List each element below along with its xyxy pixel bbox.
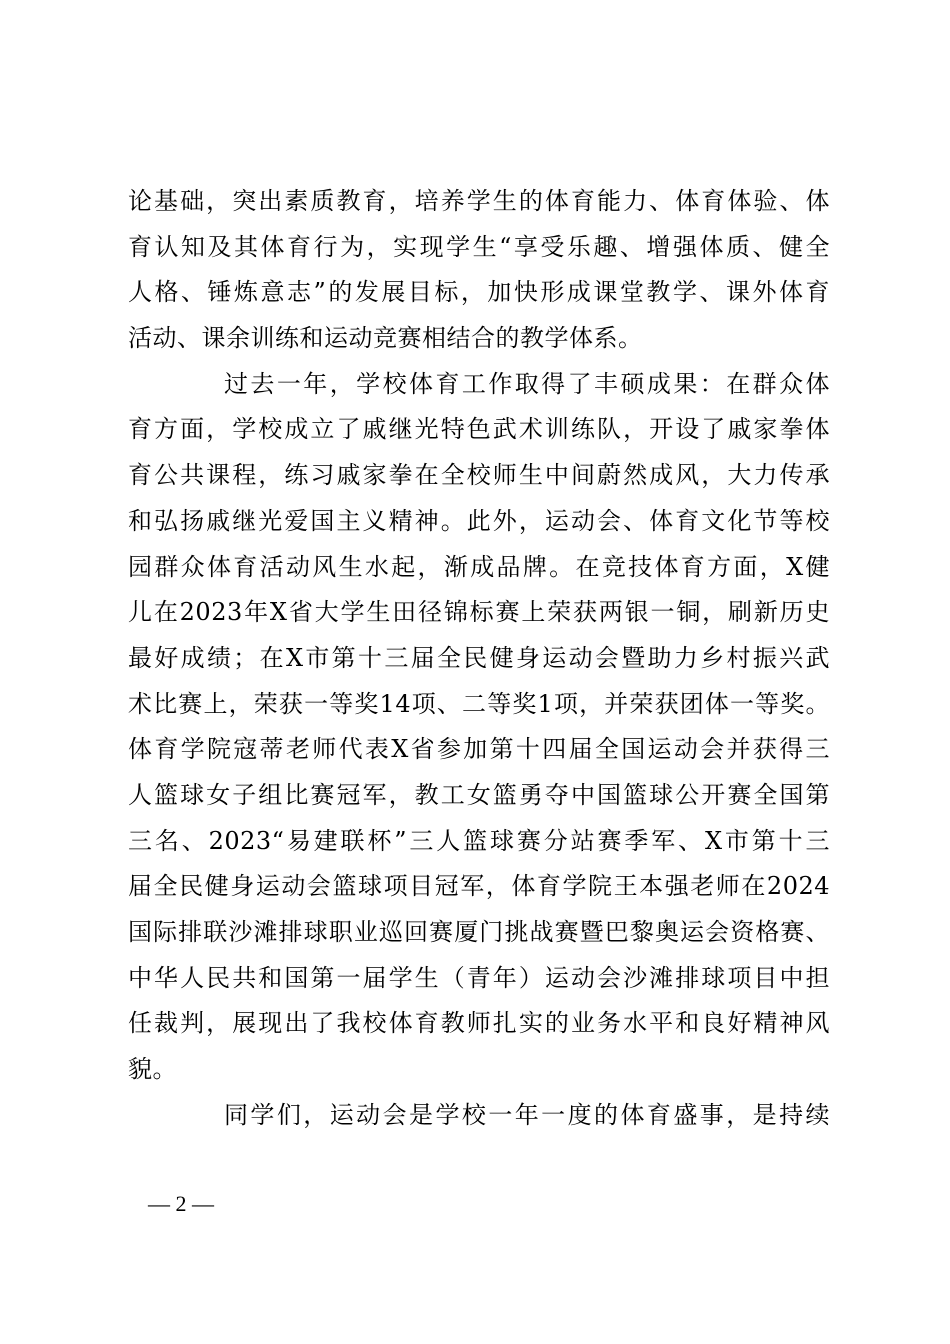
text-line: 育认知及其体育行为，实现学生“享受乐趣、增强体质、健全 [128,232,830,261]
text-line: 术比赛上，荣获一等奖14项、二等奖1项，并荣获团体一等奖。 [128,689,830,718]
text-line: 貌。 [128,1055,177,1084]
text-line: 人格、锤炼意志”的发展目标，加快形成课堂教学、课外体育 [128,278,830,307]
text-line: 人篮球女子组比赛冠军，教工女篮勇夺中国篮球公开赛全国第 [128,780,830,809]
paragraph-start-line: 同学们，运动会是学校一年一度的体育盛事，是持续 [224,1100,830,1129]
text-line: 育方面，学校成立了戚继光特色武术训练队，开设了戚家拳体 [128,415,830,444]
text-line: 体育学院寇蒂老师代表X省参加第十四届全国运动会并获得三 [128,735,830,764]
text-line: 三名、2023“易建联杯”三人篮球赛分站赛季军、X市第十三 [128,826,830,855]
text-line: 和弘扬戚继光爱国主义精神。此外，运动会、体育文化节等校 [128,506,830,535]
text-line: 中华人民共和国第一届学生（青年）运动会沙滩排球项目中担 [128,963,830,992]
paragraph-start-line: 过去一年，学校体育工作取得了丰硕成果：在群众体 [224,369,830,398]
page-number: — 2 — [148,1191,214,1216]
body-text [128,179,830,1138]
text-line: 国际排联沙滩排球职业巡回赛厦门挑战赛暨巴黎奥运会资格赛、 [128,918,830,946]
text-line: 任裁判，展现出了我校体育教师扎实的业务水平和良好精神风 [128,1009,830,1038]
text-line: 活动、课余训练和运动竞赛相结合的教学体系。 [128,324,643,353]
text-line: 论基础，突出素质教育，培养学生的体育能力、体育体验、体 [128,187,830,215]
text-line: 最好成绩；在X市第十三届全民健身运动会暨助力乡村振兴武 [128,643,830,672]
text-line: 育公共课程，练习戚家拳在全校师生中间蔚然成风，大力传承 [128,461,830,490]
text-line: 届全民健身运动会篮球项目冠军，体育学院王本强老师在2024 [128,872,830,901]
text-line: 园群众体育活动风生水起，渐成品牌。在竞技体育方面，X健 [128,552,830,581]
text-line: 儿在2023年X省大学生田径锦标赛上荣获两银一铜，刷新历史 [128,598,830,627]
